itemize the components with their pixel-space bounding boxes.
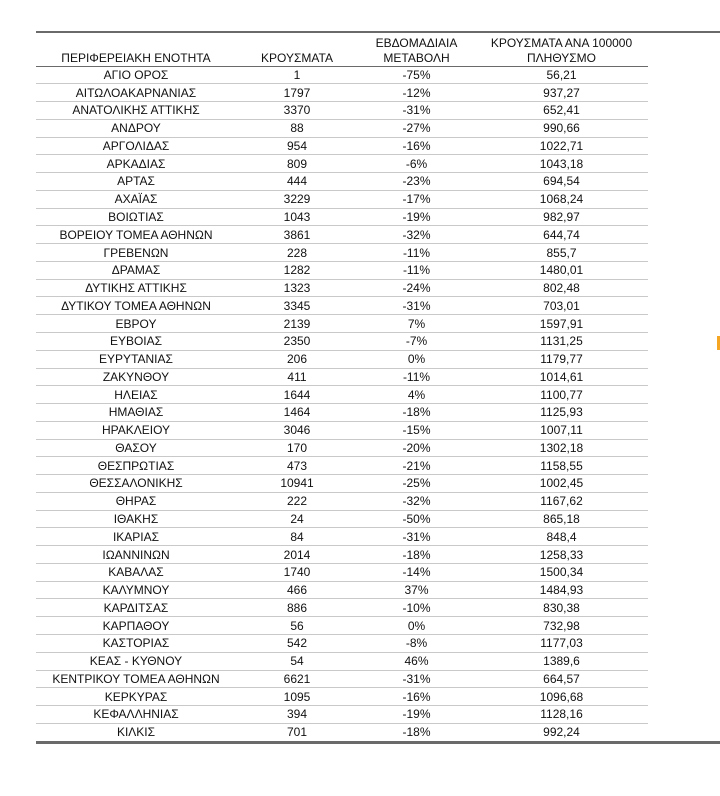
cell-blank bbox=[648, 190, 720, 208]
cell-blank bbox=[648, 635, 720, 653]
cell-per-100k: 1007,11 bbox=[475, 421, 648, 439]
cell-cases: 84 bbox=[236, 528, 358, 546]
cell-region: ΚΕΝΤΡΙΚΟΥ ΤΟΜΕΑ ΑΘΗΝΩΝ bbox=[36, 670, 236, 688]
cell-weekly-change: -7% bbox=[358, 332, 475, 350]
table-row bbox=[36, 226, 720, 244]
cell-blank bbox=[648, 244, 720, 262]
table-row bbox=[36, 368, 720, 386]
cell-cases: 1043 bbox=[236, 208, 358, 226]
cell-region: ΔΥΤΙΚΟΥ ΤΟΜΕΑ ΑΘΗΝΩΝ bbox=[36, 297, 236, 315]
table-body bbox=[36, 66, 720, 741]
header-weekly-change-line1: ΕΒΔΟΜΑΔΙΑΙΑ bbox=[375, 35, 458, 50]
cell-per-100k: 652,41 bbox=[475, 102, 648, 120]
cell-region: ΙΩΑΝΝΙΝΩΝ bbox=[36, 546, 236, 564]
cell-per-100k: 1177,03 bbox=[475, 635, 648, 653]
cell-per-100k: 1043,18 bbox=[475, 155, 648, 173]
cell-per-100k: 703,01 bbox=[475, 297, 648, 315]
cell-region: ΚΑΛΥΜΝΟΥ bbox=[36, 581, 236, 599]
cell-weekly-change: -20% bbox=[358, 439, 475, 457]
cell-blank bbox=[648, 261, 720, 279]
cell-weekly-change: -12% bbox=[358, 84, 475, 102]
cell-region: ΕΒΡΟΥ bbox=[36, 315, 236, 333]
cell-blank bbox=[648, 563, 720, 581]
table-row bbox=[36, 421, 720, 439]
cell-weekly-change: -25% bbox=[358, 475, 475, 493]
cell-blank bbox=[648, 723, 720, 741]
table-row bbox=[36, 208, 720, 226]
table-row bbox=[36, 652, 720, 670]
cell-weekly-change: -21% bbox=[358, 457, 475, 475]
cell-blank bbox=[648, 528, 720, 546]
table-row bbox=[36, 102, 720, 120]
cell-region: ΚΑΒΑΛΑΣ bbox=[36, 563, 236, 581]
table-row bbox=[36, 119, 720, 137]
cell-blank bbox=[648, 404, 720, 422]
cell-weekly-change: -23% bbox=[358, 173, 475, 191]
cell-weekly-change: -11% bbox=[358, 261, 475, 279]
cell-weekly-change: -27% bbox=[358, 119, 475, 137]
cell-weekly-change: -75% bbox=[358, 66, 475, 84]
cell-blank bbox=[648, 617, 720, 635]
cell-weekly-change: -11% bbox=[358, 244, 475, 262]
cell-per-100k: 694,54 bbox=[475, 173, 648, 191]
cell-weekly-change: -11% bbox=[358, 368, 475, 386]
cell-blank bbox=[648, 475, 720, 493]
cell-blank bbox=[648, 439, 720, 457]
header-weekly-change bbox=[358, 33, 475, 66]
cell-weekly-change: 7% bbox=[358, 315, 475, 333]
cell-cases: 886 bbox=[236, 599, 358, 617]
cell-cases: 2350 bbox=[236, 332, 358, 350]
cell-cases: 228 bbox=[236, 244, 358, 262]
cell-blank bbox=[648, 315, 720, 333]
cell-blank bbox=[648, 155, 720, 173]
table-row bbox=[36, 297, 720, 315]
cell-region: ΑΙΤΩΛΟΑΚΑΡΝΑΝΙΑΣ bbox=[36, 84, 236, 102]
cell-per-100k: 990,66 bbox=[475, 119, 648, 137]
cell-blank bbox=[648, 421, 720, 439]
cell-cases: 54 bbox=[236, 652, 358, 670]
cell-weekly-change: -8% bbox=[358, 635, 475, 653]
table-row bbox=[36, 510, 720, 528]
cell-cases: 1797 bbox=[236, 84, 358, 102]
cell-cases: 1740 bbox=[236, 563, 358, 581]
cell-blank bbox=[648, 119, 720, 137]
cell-per-100k: 848,4 bbox=[475, 528, 648, 546]
cell-region: ΘΕΣΣΑΛΟΝΙΚΗΣ bbox=[36, 475, 236, 493]
table-row bbox=[36, 137, 720, 155]
table-row bbox=[36, 66, 720, 84]
cell-cases: 10941 bbox=[236, 475, 358, 493]
cell-per-100k: 1179,77 bbox=[475, 350, 648, 368]
cell-per-100k: 802,48 bbox=[475, 279, 648, 297]
cell-cases: 24 bbox=[236, 510, 358, 528]
cell-weekly-change: -18% bbox=[358, 546, 475, 564]
cell-per-100k: 1096,68 bbox=[475, 688, 648, 706]
cell-cases: 2139 bbox=[236, 315, 358, 333]
cell-weekly-change: -15% bbox=[358, 421, 475, 439]
cell-cases: 3370 bbox=[236, 102, 358, 120]
cell-weekly-change: -14% bbox=[358, 563, 475, 581]
table-row bbox=[36, 670, 720, 688]
cell-region: ΔΡΑΜΑΣ bbox=[36, 261, 236, 279]
cell-per-100k: 1302,18 bbox=[475, 439, 648, 457]
table-row bbox=[36, 617, 720, 635]
cell-blank bbox=[648, 173, 720, 191]
cell-per-100k: 1597,91 bbox=[475, 315, 648, 333]
cell-blank bbox=[648, 137, 720, 155]
cell-cases: 411 bbox=[236, 368, 358, 386]
cell-region: ΖΑΚΥΝΘΟΥ bbox=[36, 368, 236, 386]
cell-weekly-change: 0% bbox=[358, 350, 475, 368]
cell-blank bbox=[648, 706, 720, 724]
header-blank bbox=[648, 33, 720, 66]
cell-weekly-change: -50% bbox=[358, 510, 475, 528]
cell-region: ΘΗΡΑΣ bbox=[36, 492, 236, 510]
cell-region: ΚΑΡΔΙΤΣΑΣ bbox=[36, 599, 236, 617]
cell-weekly-change: -31% bbox=[358, 670, 475, 688]
table-row bbox=[36, 563, 720, 581]
cell-cases: 1644 bbox=[236, 386, 358, 404]
cell-per-100k: 992,24 bbox=[543, 725, 580, 740]
cell-cases: 3861 bbox=[236, 226, 358, 244]
cell-cases: 444 bbox=[236, 173, 358, 191]
cell-region: ΚΕΑΣ - ΚΥΘΝΟΥ bbox=[36, 652, 236, 670]
cell-blank bbox=[648, 350, 720, 368]
cell-cases: 3229 bbox=[236, 190, 358, 208]
cell-per-100k: 865,18 bbox=[475, 510, 648, 528]
cell-cases: 56 bbox=[236, 617, 358, 635]
cell-blank bbox=[648, 546, 720, 564]
table-row bbox=[36, 457, 720, 475]
cell-blank bbox=[648, 492, 720, 510]
cell-blank bbox=[648, 297, 720, 315]
cell-region: ΗΡΑΚΛΕΙΟΥ bbox=[36, 421, 236, 439]
cell-cases: 809 bbox=[236, 155, 358, 173]
header-per-100k-line2: ΠΛΗΘΥΣΜΟ bbox=[526, 50, 597, 65]
table-row bbox=[36, 84, 720, 102]
table-row bbox=[36, 261, 720, 279]
table-row bbox=[36, 332, 720, 350]
cell-cases: 88 bbox=[236, 119, 358, 137]
header-region bbox=[36, 33, 236, 66]
cell-cases: 1464 bbox=[236, 404, 358, 422]
cell-region: ΘΑΣΟΥ bbox=[36, 439, 236, 457]
cell-blank bbox=[648, 386, 720, 404]
cell-cases: 954 bbox=[236, 137, 358, 155]
cell-per-100k: 855,7 bbox=[475, 244, 648, 262]
cell-weekly-change: -10% bbox=[358, 599, 475, 617]
cell-per-100k: 1002,45 bbox=[475, 475, 648, 493]
cell-per-100k: 1131,25 bbox=[475, 332, 648, 350]
cell-per-100k: 1480,01 bbox=[475, 261, 648, 279]
table-row bbox=[36, 723, 720, 741]
table-row bbox=[36, 706, 720, 724]
cell-region: ΗΛΕΙΑΣ bbox=[36, 386, 236, 404]
cell-blank bbox=[648, 226, 720, 244]
cell-cases: 394 bbox=[236, 706, 358, 724]
cell-region: ΑΡΤΑΣ bbox=[36, 173, 236, 191]
cell-region: ΒΟΙΩΤΙΑΣ bbox=[36, 208, 236, 226]
cell-per-100k: 732,98 bbox=[475, 617, 648, 635]
cell-cases: 466 bbox=[236, 581, 358, 599]
cell-per-100k: 1022,71 bbox=[475, 137, 648, 155]
cell-per-100k: 830,38 bbox=[475, 599, 648, 617]
table-row bbox=[36, 688, 720, 706]
cell-cases: 1323 bbox=[236, 279, 358, 297]
cell-region: ΚΑΡΠΑΘΟΥ bbox=[36, 617, 236, 635]
cell-per-100k: 1258,33 bbox=[475, 546, 648, 564]
cell-per-100k: 1125,93 bbox=[475, 404, 648, 422]
header-cases bbox=[236, 33, 358, 66]
cell-cases: 222 bbox=[236, 492, 358, 510]
cell-weekly-change: -31% bbox=[358, 528, 475, 546]
cell-blank bbox=[648, 581, 720, 599]
cell-cases: 3345 bbox=[236, 297, 358, 315]
bottom-rule bbox=[36, 741, 720, 744]
cell-blank bbox=[648, 670, 720, 688]
cell-region: ΑΡΚΑΔΙΑΣ bbox=[36, 155, 236, 173]
table-row bbox=[36, 635, 720, 653]
cell-region: ΚΕΡΚΥΡΑΣ bbox=[36, 688, 236, 706]
cell-weekly-change: 46% bbox=[358, 652, 475, 670]
cell-region: ΘΕΣΠΡΩΤΙΑΣ bbox=[36, 457, 236, 475]
cell-weekly-change: -32% bbox=[358, 226, 475, 244]
cell-region: ΔΥΤΙΚΗΣ ΑΤΤΙΚΗΣ bbox=[36, 279, 236, 297]
cell-per-100k: 1014,61 bbox=[475, 368, 648, 386]
table-row bbox=[36, 350, 720, 368]
cell-weekly-change: -31% bbox=[358, 102, 475, 120]
cell-cases: 170 bbox=[236, 439, 358, 457]
cell-per-100k: 644,74 bbox=[475, 226, 648, 244]
cell-region: ΚΙΛΚΙΣ bbox=[116, 725, 156, 740]
table-row bbox=[36, 244, 720, 262]
cell-weekly-change: -19% bbox=[358, 706, 475, 724]
cell-per-100k: 56,21 bbox=[475, 66, 648, 84]
cell-per-100k: 1389,6 bbox=[475, 652, 648, 670]
cell-region: ΑΝΑΤΟΛΙΚΗΣ ΑΤΤΙΚΗΣ bbox=[36, 102, 236, 120]
header-cases-text: ΚΡΟΥΣΜΑΤΑ bbox=[261, 50, 333, 65]
cell-weekly-change: -31% bbox=[358, 297, 475, 315]
cell-weekly-change: -6% bbox=[358, 155, 475, 173]
header-region-text: ΠΕΡΙΦΕΡΕΙΑΚΗ ΕΝΟΤΗΤΑ bbox=[61, 50, 211, 65]
cell-blank bbox=[648, 368, 720, 386]
cell-weekly-change: -16% bbox=[358, 137, 475, 155]
cases-table bbox=[36, 33, 720, 741]
table-row bbox=[36, 439, 720, 457]
table-row bbox=[36, 528, 720, 546]
table-row bbox=[36, 546, 720, 564]
cell-weekly-change: -24% bbox=[358, 279, 475, 297]
cell-region: ΑΝΔΡΟΥ bbox=[36, 119, 236, 137]
cell-cases: 1095 bbox=[236, 688, 358, 706]
cell-blank bbox=[648, 599, 720, 617]
cell-weekly-change: 0% bbox=[358, 617, 475, 635]
cell-cases: 473 bbox=[236, 457, 358, 475]
cell-blank bbox=[648, 208, 720, 226]
table-row bbox=[36, 315, 720, 333]
cell-weekly-change: 4% bbox=[358, 386, 475, 404]
cell-blank bbox=[648, 688, 720, 706]
cell-weekly-change: -18% bbox=[358, 404, 475, 422]
cell-cases: 1 bbox=[236, 66, 358, 84]
cell-per-100k: 1100,77 bbox=[475, 386, 648, 404]
cell-weekly-change: -18% bbox=[402, 725, 431, 740]
cell-region: ΓΡΕΒΕΝΩΝ bbox=[36, 244, 236, 262]
cell-blank bbox=[648, 279, 720, 297]
cell-blank bbox=[648, 457, 720, 475]
header-per-100k bbox=[475, 33, 648, 66]
cell-cases: 206 bbox=[236, 350, 358, 368]
header-per-100k-line1: ΚΡΟΥΣΜΑΤΑ ΑΝΑ 100000 bbox=[490, 35, 633, 50]
cell-blank bbox=[648, 102, 720, 120]
cell-region: ΕΥΡΥΤΑΝΙΑΣ bbox=[36, 350, 236, 368]
cell-per-100k: 937,27 bbox=[475, 84, 648, 102]
cell-blank bbox=[648, 652, 720, 670]
cell-weekly-change: 37% bbox=[358, 581, 475, 599]
cell-cases: 1282 bbox=[236, 261, 358, 279]
cell-region: ΙΘΑΚΗΣ bbox=[36, 510, 236, 528]
cell-region: ΙΚΑΡΙΑΣ bbox=[36, 528, 236, 546]
cell-cases: 701 bbox=[286, 725, 308, 740]
cell-region: ΑΧΑΪΑΣ bbox=[36, 190, 236, 208]
cell-per-100k: 1167,62 bbox=[475, 492, 648, 510]
cell-region: ΗΜΑΘΙΑΣ bbox=[36, 404, 236, 422]
cell-region: ΒΟΡΕΙΟΥ ΤΟΜΕΑ ΑΘΗΝΩΝ bbox=[36, 226, 236, 244]
cell-cases: 6621 bbox=[236, 670, 358, 688]
cell-region: ΑΓΙΟ ΟΡΟΣ bbox=[36, 66, 236, 84]
cell-per-100k: 1500,34 bbox=[475, 563, 648, 581]
table-row bbox=[36, 492, 720, 510]
cell-weekly-change: -32% bbox=[358, 492, 475, 510]
table-row bbox=[36, 190, 720, 208]
cell-weekly-change: -16% bbox=[358, 688, 475, 706]
cell-per-100k: 664,57 bbox=[475, 670, 648, 688]
table-row bbox=[36, 599, 720, 617]
cell-blank bbox=[648, 84, 720, 102]
table-row bbox=[36, 404, 720, 422]
cell-weekly-change: -17% bbox=[358, 190, 475, 208]
cell-weekly-change: -19% bbox=[358, 208, 475, 226]
cell-per-100k: 1158,55 bbox=[475, 457, 648, 475]
cell-blank bbox=[648, 510, 720, 528]
cell-per-100k: 982,97 bbox=[475, 208, 648, 226]
table-row bbox=[36, 173, 720, 191]
cell-per-100k: 1484,93 bbox=[475, 581, 648, 599]
cell-cases: 3046 bbox=[236, 421, 358, 439]
table-row bbox=[36, 475, 720, 493]
cell-per-100k: 1068,24 bbox=[475, 190, 648, 208]
cell-region: ΚΑΣΤΟΡΙΑΣ bbox=[36, 635, 236, 653]
table-row bbox=[36, 581, 720, 599]
cell-blank bbox=[648, 66, 720, 84]
cell-blank bbox=[648, 332, 720, 350]
cell-cases: 2014 bbox=[236, 546, 358, 564]
covid-cases-table-sheet bbox=[36, 31, 720, 744]
cell-region: ΑΡΓΟΛΙΔΑΣ bbox=[36, 137, 236, 155]
cell-region: ΚΕΦΑΛΛΗΝΙΑΣ bbox=[36, 706, 236, 724]
cell-per-100k: 1128,16 bbox=[475, 706, 648, 724]
header-weekly-change-line2: ΜΕΤΑΒΟΛΗ bbox=[383, 50, 450, 65]
table-row bbox=[36, 155, 720, 173]
table-row bbox=[36, 386, 720, 404]
table-row bbox=[36, 279, 720, 297]
header-row bbox=[36, 33, 720, 66]
cell-cases: 542 bbox=[236, 635, 358, 653]
cell-region: ΕΥΒΟΙΑΣ bbox=[36, 332, 236, 350]
